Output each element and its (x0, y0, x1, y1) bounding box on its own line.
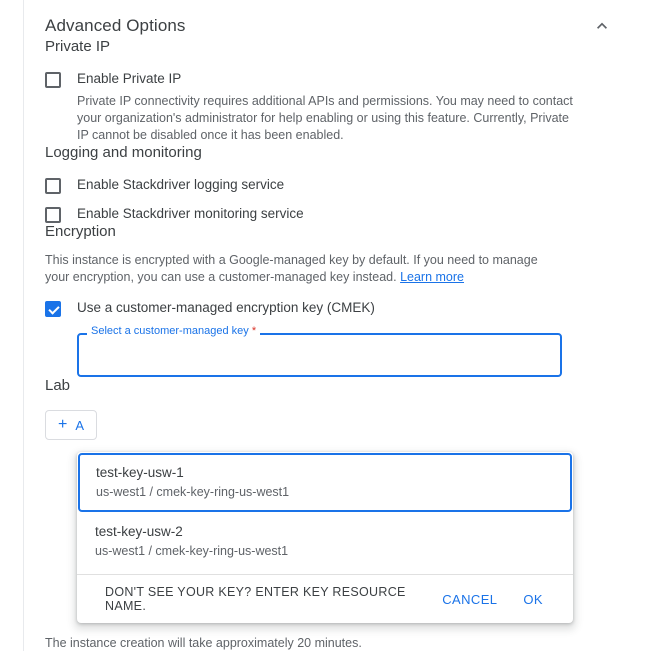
private-ip-help-text: Private IP connectivity requires additional APIs and permissions. You may need to contact your organization's administrator for help enabling or using this feature. Currently, Private IP cannot be disabled once it has been enabled. (77, 94, 573, 142)
dropdown-footer (77, 575, 573, 623)
cmek-key-select-label (87, 325, 260, 337)
cmek-checkbox[interactable] (45, 301, 61, 317)
dropdown-option-subtitle: us-west1 / cmek-key-ring-us-west1 (95, 544, 289, 558)
labels-title: Lab (45, 377, 71, 394)
encryption-title: Encryption (45, 223, 116, 240)
enable-logging-checkbox[interactable] (45, 178, 61, 194)
enable-monitoring-row[interactable] (45, 206, 640, 223)
cmek-row[interactable] (45, 300, 640, 317)
cmek-key-dropdown[interactable] (77, 452, 573, 623)
add-label-button[interactable] (45, 410, 97, 440)
dropdown-footer-text: DON'T SEE YOUR KEY? ENTER KEY RESOURCE NAME. (105, 585, 406, 613)
footer-note: The instance creation will take approximately 20 minutes. (45, 636, 362, 650)
required-asterisk: * (251, 325, 257, 337)
enable-private-ip-checkbox[interactable] (45, 72, 61, 88)
cmek-label: Use a customer-managed encryption key (CMEK) (77, 300, 375, 315)
plus-icon: + (58, 416, 68, 433)
enable-logging-row[interactable] (45, 177, 640, 194)
ok-button[interactable]: OK (523, 591, 543, 607)
private-ip-title: Private IP (45, 38, 111, 55)
left-gutter (0, 0, 24, 651)
enable-monitoring-checkbox[interactable] (45, 207, 61, 223)
cmek-key-select-wrap[interactable] (77, 325, 562, 377)
enable-monitoring-label: Enable Stackdriver monitoring service (77, 206, 304, 221)
dropdown-option-test-key-usw-2[interactable] (77, 513, 573, 570)
enable-private-ip-label: Enable Private IP (77, 71, 182, 86)
cmek-key-select-label-text: Select a customer-managed key (91, 325, 249, 337)
dropdown-option-test-key-usw-1[interactable] (78, 453, 572, 512)
cancel-button[interactable]: CANCEL (442, 591, 498, 607)
dropdown-option-title: test-key-usw-1 (96, 465, 184, 480)
advanced-options-header[interactable] (45, 0, 640, 38)
dropdown-option-title: test-key-usw-2 (95, 524, 183, 539)
enable-logging-label: Enable Stackdriver logging service (77, 177, 285, 192)
page-title: Advanced Options (45, 16, 186, 35)
dropdown-option-subtitle: us-west1 / cmek-key-ring-us-west1 (96, 485, 290, 499)
encryption-description (45, 252, 555, 286)
add-label-button-text: A (75, 417, 85, 433)
learn-more-link[interactable]: Learn more (400, 270, 465, 284)
cmek-key-select[interactable] (77, 333, 562, 377)
encryption-description-text: This instance is encrypted with a Google-managed key by default. If you need to manage your encryption, you can use a customer-managed key instead. (45, 253, 538, 284)
chevron-up-icon[interactable] (590, 14, 614, 38)
logging-monitoring-title: Logging and monitoring (45, 144, 202, 161)
enable-private-ip-row[interactable] (45, 71, 640, 88)
